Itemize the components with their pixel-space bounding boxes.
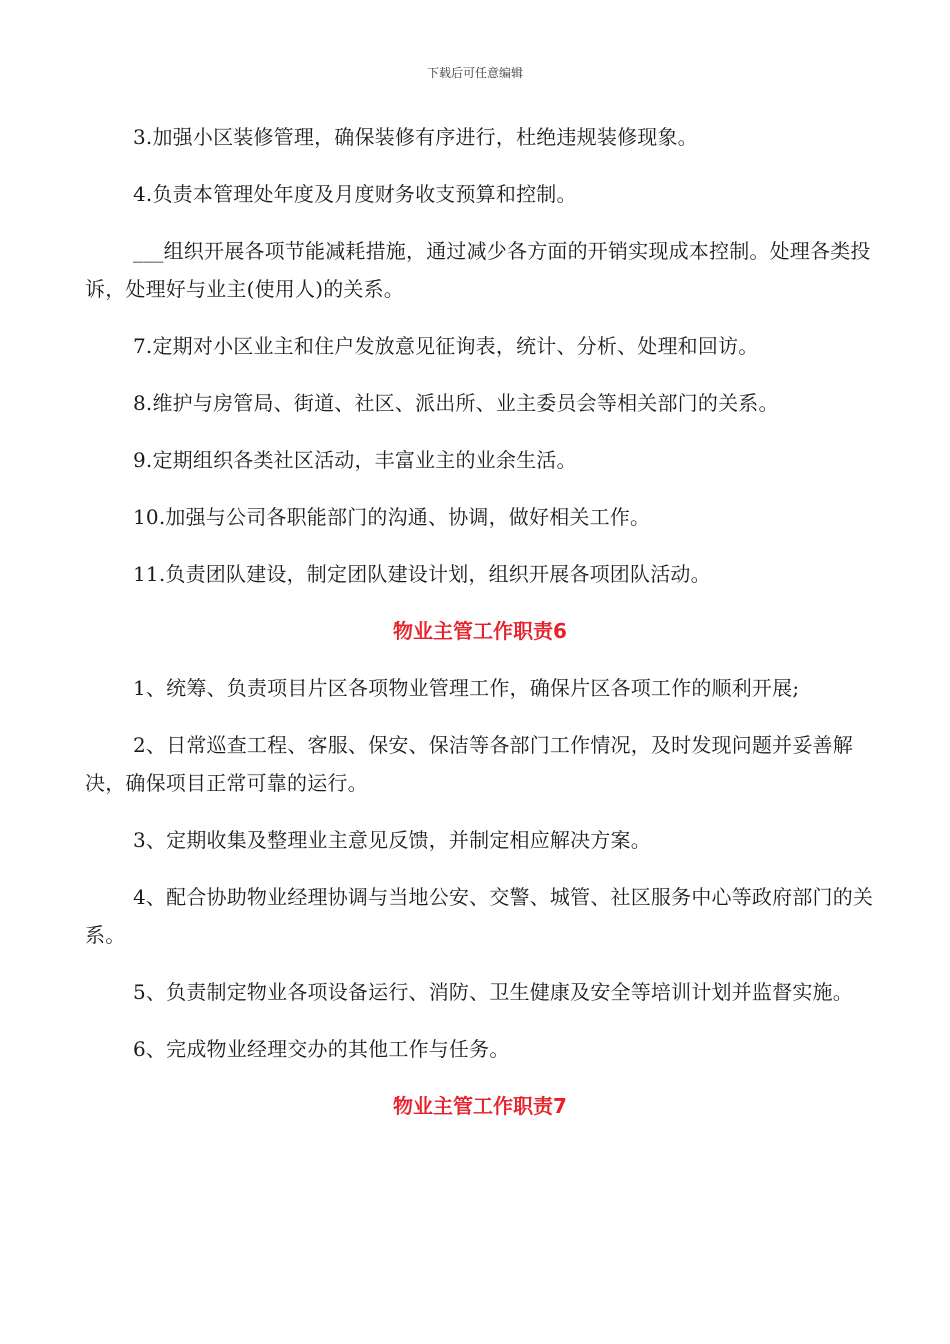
paragraph: ___组织开展各项节能减耗措施，通过减少各方面的开销实现成本控制。处理各类投诉，处理好与业主(使用人)的关系。 bbox=[85, 239, 871, 301]
paragraph: 2、日常巡查工程、客服、保安、保洁等各部门工作情况，及时发现问题并妥善解决，确保项目正常可靠的运行。 bbox=[85, 733, 853, 795]
document-body bbox=[85, 118, 875, 1144]
paragraph: 4.负责本管理处年度及月度财务收支预算和控制。 bbox=[133, 182, 577, 206]
section-heading: 物业主管工作职责6 bbox=[393, 619, 567, 643]
paragraph: 3、定期收集及整理业主意见反馈，并制定相应解决方案。 bbox=[133, 828, 651, 852]
page-header: 下载后可任意编辑 bbox=[426, 66, 523, 80]
paragraph: 6、完成物业经理交办的其他工作与任务。 bbox=[133, 1037, 510, 1061]
paragraph: 10.加强与公司各职能部门的沟通、协调，做好相关工作。 bbox=[133, 505, 651, 529]
paragraph: 1、统筹、负责项目片区各项物业管理工作，确保片区各项工作的顺利开展; bbox=[133, 676, 800, 700]
paragraph: 8.维护与房管局、街道、社区、派出所、业主委员会等相关部门的关系。 bbox=[133, 391, 779, 415]
paragraph: 5、负责制定物业各项设备运行、消防、卫生健康及安全等培训计划并监督实施。 bbox=[133, 980, 853, 1004]
section-heading: 物业主管工作职责7 bbox=[393, 1094, 567, 1118]
paragraph: 4、配合协助物业经理协调与当地公安、交警、城管、社区服务中心等政府部门的关系。 bbox=[85, 885, 874, 947]
paragraph: 9.定期组织各类社区活动，丰富业主的业余生活。 bbox=[133, 448, 577, 472]
paragraph: 7.定期对小区业主和住户发放意见征询表，统计、分析、处理和回访。 bbox=[133, 334, 759, 358]
paragraph: 3.加强小区装修管理，确保装修有序进行，杜绝违规装修现象。 bbox=[133, 125, 698, 149]
paragraph: 11.负责团队建设，制定团队建设计划，组织开展各项团队活动。 bbox=[133, 562, 711, 586]
